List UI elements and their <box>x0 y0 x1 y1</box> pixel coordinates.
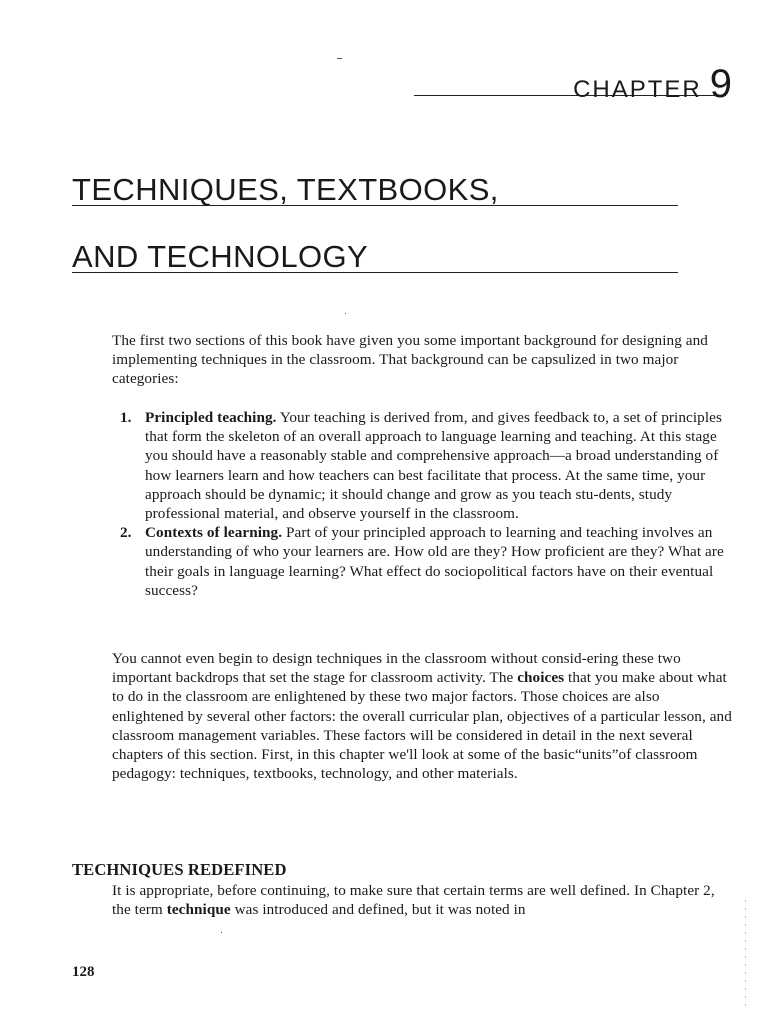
section-paragraph-part-2: was introduced and defined, but it was noted in <box>230 901 526 919</box>
body-paragraph-part-2: that you make about what to do in the classroom are enlightened by these two major factors. Those choices are also enlightened by several other factors: the overall curricular plan, objectives of a particular lesson, and classroom management variables. These factors will be considered in detail in the next several chapters of this section. First, in this chapter we'll look at some of the basic“units”of classroom pedagogy: techniques, textbooks, technology, and other materials. <box>112 669 732 783</box>
section-paragraph <box>112 881 732 919</box>
chapter-heading <box>414 58 732 106</box>
section-paragraph-part-1: It is appropriate, before continuing, to make sure that certain terms are well defined. In Chapter 2, the term <box>112 882 715 919</box>
title-line-two <box>72 238 678 278</box>
title-line-one <box>72 171 678 211</box>
scan-mark-top <box>337 58 342 59</box>
chapter-number: 9 <box>709 62 732 106</box>
intro-paragraph: The first two sections of this book have given you some important background for designing and implementing techniques in the classroom. That background can be capsulized in two major categories: <box>112 332 708 388</box>
list-item-contexts-of-learning <box>112 523 732 600</box>
technique-term: technique <box>166 901 231 919</box>
page-number: 128 <box>72 964 95 980</box>
scan-mark-center <box>345 313 346 314</box>
list-item-text: Part of your principled approach to learning and teaching involves an understanding of who your learners are. How old are they? How proficient are they? What are their goals in language learning? What effect do sociopolitical factors have on their eventual success? <box>145 524 724 599</box>
list-item-principled-teaching <box>112 408 732 523</box>
body-paragraph-part-1: You cannot even begin to design techniques in the classroom without consid-ering these two important backdrops that set the stage for classroom activity. The <box>112 650 681 687</box>
chapter-title-line-2: AND TECHNOLOGY <box>72 239 369 274</box>
scan-mark-bottom <box>221 932 222 933</box>
list-item-text: Your teaching is derived from, and gives feedback to, a set of principles that form the skeleton of an overall approach to language learning and teaching. At this stage you should have a reasonably stable and comprehensive approach—a broad understanding of how learners learn and how teachers can best facilitate that process. At the same time, your approach should be dynamic; it should change and grow as you teach stu-dents, study professional material, and observe yourself in the classroom. <box>145 409 722 523</box>
scan-edge-mark <box>745 900 746 1010</box>
list-item-number: 1. <box>120 409 132 426</box>
principles-list <box>112 408 732 600</box>
list-item-term: Contexts of learning. <box>145 524 283 542</box>
chapter-title-line-1: TECHNIQUES, TEXTBOOKS, <box>72 172 499 207</box>
section-heading: TECHNIQUES REDEFINED <box>72 859 287 879</box>
list-item-number: 2. <box>120 524 132 542</box>
list-item-term: Principled teaching. <box>145 409 277 426</box>
chapter-label: CHAPTER <box>573 76 702 103</box>
choices-term: choices <box>517 669 565 687</box>
body-paragraph <box>112 649 732 783</box>
